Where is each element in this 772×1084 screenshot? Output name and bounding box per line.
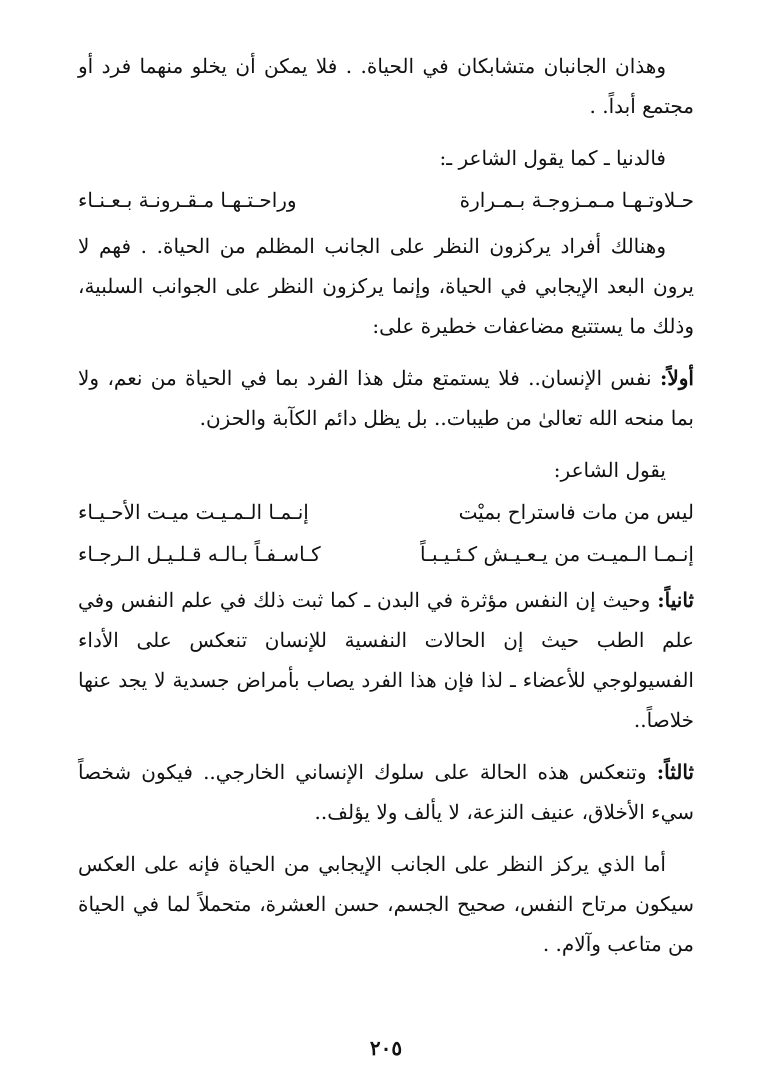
paragraph-7-lead: ثالثاً: [656, 760, 694, 784]
verse-3 [78, 534, 694, 574]
paragraph-1: وهذان الجانبان متشابكان في الحياة. . فلا يمكن أن يخلو منهما فرد أو مجتمع أبداً. . [78, 54, 694, 118]
paragraph-6-lead: ثانياً: [657, 588, 694, 612]
verse-2-first-hemistich: ليس من مات فاستراح بميْت [458, 500, 694, 524]
paragraph-3: وهنالك أفراد يركزون النظر على الجانب المظلم من الحياة. . فهم لا يرون البعد الإيجابي في الحياة، وإنما يركزون النظر على الجوانب السلبية، وذلك ما يستتبع مضاعفات خطيرة على: [78, 234, 694, 338]
paragraph-5: يقول الشاعر: [553, 458, 666, 482]
verse-1-second-hemistich: وراحـتـهـا مـقـرونـة بـعـنـاء [78, 188, 297, 212]
verse-2-second-hemistich: إنـمـا الـمـيـت ميـت الأحـيـاء [78, 500, 309, 524]
paragraph-4-text: نفس الإنسان.. فلا يستمتع مثل هذا الفرد بما في الحياة من نعم، ولا بما منحه الله تعالىٰ من طيبات.. بل يظل دائم الكآبة والحزن. [78, 366, 694, 430]
page-body [78, 46, 694, 964]
verse-2 [78, 492, 694, 532]
verse-3-second-hemistich: كـاسـفـاً بـالـه قـلـيـل الـرجـاء [78, 542, 321, 566]
paragraph-2: فالدنيا ـ كما يقول الشاعر ـ: [439, 146, 666, 170]
paragraph-7 [78, 752, 694, 832]
verse-1 [78, 180, 694, 220]
paragraph-7-text: وتنعكس هذه الحالة على سلوك الإنساني الخارجي.. فيكون شخصاً سيء الأخلاق، عنيف النزعة، لا يألف ولا يؤلف.. [78, 760, 694, 824]
paragraph-6 [78, 580, 694, 740]
paragraph-8: أما الذي يركز النظر على الجانب الإيجابي من الحياة فإنه على العكس سيكون مرتاح النفس، صحيح الجسم، حسن العشرة، متحملاً لما في الحياة من متاعب وآلام. . [78, 852, 694, 956]
paragraph-4 [78, 358, 694, 438]
verse-3-first-hemistich: إنـمـا الـميـت من يـعـيـش كـئـيـبـاً [420, 542, 694, 566]
paragraph-4-lead: أولاً: [659, 366, 694, 390]
verse-1-first-hemistich: حـلاوتـهـا مـمـزوجـة بـمـرارة [459, 188, 694, 212]
paragraph-6-text: وحيث إن النفس مؤثرة في البدن ـ كما ثبت ذلك في علم النفس وفي علم الطب حيث إن الحالات النفسية للإنسان تنعكس على الأداء الفسيولوجي للأعضاء ـ لذا فإن هذا الفرد يصاب بأمراض جسدية لا يجد عنها خلاصاً.. [78, 588, 694, 732]
page-number: ٢٠٥ [369, 1036, 403, 1060]
